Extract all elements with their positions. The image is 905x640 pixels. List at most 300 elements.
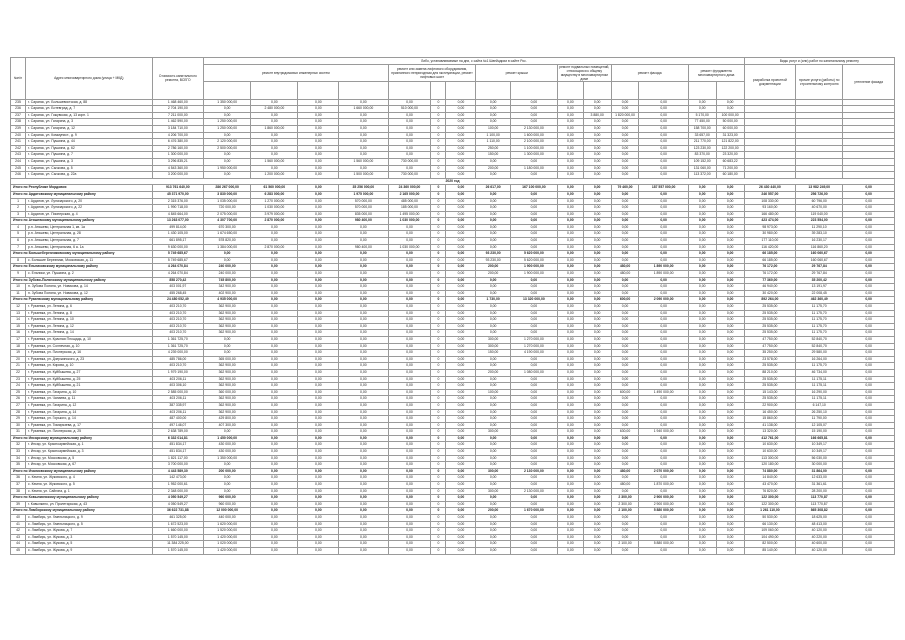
table-cell: 0,00 <box>583 356 611 363</box>
table-row <box>11 521 895 528</box>
table-cell: 0,00 <box>476 211 510 218</box>
table-cell: 0,00 <box>298 455 339 462</box>
table-cell: 0,00 <box>716 416 744 423</box>
table-cell: 0,00 <box>251 402 298 409</box>
table-cell: 0,00 <box>476 198 510 205</box>
table-cell: 0,00 <box>446 191 476 198</box>
table-cell: 0,00 <box>611 396 639 403</box>
table-cell: 0,00 <box>446 356 476 363</box>
table-cell: 40 600,00 <box>796 541 843 548</box>
table-cell: 0,00 <box>716 528 744 535</box>
table-cell: 0,00 <box>843 495 895 502</box>
table-cell: 0,00 <box>476 422 510 429</box>
table-cell: 2 100,00 <box>611 541 639 548</box>
table-cell: 0,00 <box>446 284 476 291</box>
table-cell: 578 820,00 <box>204 238 251 245</box>
table-cell: 0,00 <box>476 218 510 225</box>
table-cell: 0,00 <box>446 172 476 179</box>
table-cell: 0,00 <box>388 310 431 317</box>
table-cell: 0,00 <box>388 363 431 370</box>
table-cell: г. Рузаевка, ул. Пионерская, д. 16 <box>26 350 153 357</box>
table-row <box>11 139 895 146</box>
table-cell: с. Лямбирь, ул. Жукова, д. 9 <box>26 547 153 554</box>
table-cell: 0,00 <box>557 330 583 337</box>
table-cell: 0,00 <box>510 389 557 396</box>
table-cell: 0,00 <box>388 534 431 541</box>
table-cell: 31 864,00 <box>796 468 843 475</box>
table-cell: 0,00 <box>843 396 895 403</box>
table-cell: 0,00 <box>639 218 688 225</box>
table-cell: 0,00 <box>611 435 639 442</box>
table-cell: 0,00 <box>298 290 339 297</box>
table-cell: 0,00 <box>388 257 431 264</box>
table-cell: 0,00 <box>557 317 583 324</box>
table-cell: г. Рузаевка, ул. Куйбышева, д. 21 <box>26 383 153 390</box>
table-cell: 0,00 <box>251 482 298 489</box>
table-cell: 2 786 160,00 <box>152 145 203 152</box>
table-cell: 0,00 <box>639 231 688 238</box>
table-cell: 0,00 <box>298 238 339 245</box>
table-cell: 485 000,00 <box>388 198 431 205</box>
table-cell: 0,00 <box>843 376 895 383</box>
table-cell: 0,00 <box>446 224 476 231</box>
table-cell: 0 <box>431 396 446 403</box>
table-cell: 0,00 <box>843 257 895 264</box>
table-cell: 0,00 <box>388 383 431 390</box>
table-cell: 0,00 <box>611 330 639 337</box>
table-cell: 0,00 <box>688 284 716 291</box>
table-cell <box>843 99 895 106</box>
col-lift: ремонт или замена лифтового оборудования, признанного непригодным для эксплуатации, ремонт лифтовых шахт <box>388 64 476 81</box>
table-cell: 0,00 <box>446 317 476 324</box>
table-cell: 0,00 <box>688 462 716 469</box>
table-cell: 2 130 000,00 <box>510 125 557 132</box>
table-cell: 0,00 <box>843 343 895 350</box>
table-cell: 1 250 000,00 <box>204 125 251 132</box>
table-cell: 0,00 <box>204 251 251 258</box>
table-cell: 0,00 <box>388 468 431 475</box>
table-cell: 0,00 <box>476 356 510 363</box>
table-cell: 0,00 <box>388 508 431 515</box>
table-cell: 0,00 <box>639 521 688 528</box>
table-cell: 0,00 <box>388 304 431 311</box>
table-cell: 0,00 <box>843 251 895 258</box>
table-cell: 0,00 <box>843 271 895 278</box>
table-cell: 0 <box>431 205 446 212</box>
table-row <box>11 501 895 508</box>
table-cell: 200,00 <box>476 508 510 515</box>
table-cell: 0,00 <box>388 541 431 548</box>
col-address: Адрес многоквартирного дома (улица + МКД) <box>26 58 153 100</box>
table-cell: 0 <box>431 422 446 429</box>
table-cell: 0,00 <box>583 330 611 337</box>
table-cell: 0,00 <box>557 290 583 297</box>
table-cell: 0,00 <box>639 442 688 449</box>
table-cell: 0,00 <box>716 389 744 396</box>
table-cell: 0 <box>431 125 446 132</box>
table-cell: 0,00 <box>688 271 716 278</box>
table-cell: 25 <box>11 389 26 396</box>
table-cell: 0,00 <box>510 218 557 225</box>
col-facade: ремонт фасада <box>611 64 688 81</box>
table-cell: 5 749 685,67 <box>152 257 203 264</box>
table-cell: 0,00 <box>510 383 557 390</box>
table-cell: 0 <box>431 429 446 436</box>
table-cell: 0,00 <box>583 343 611 350</box>
table-cell: 244 <box>11 158 26 165</box>
table-cell: 2 870 000,00 <box>251 218 298 225</box>
table-cell: 0,00 <box>476 224 510 231</box>
table-cell: 0,00 <box>639 515 688 522</box>
table-cell: 0,00 <box>298 515 339 522</box>
table-cell: 0,00 <box>510 158 557 165</box>
col-other-group: Виды услуг и (или) работ по капитальному ремонту <box>744 58 894 65</box>
table-cell: 4 307 700,00 <box>204 218 251 225</box>
table-cell: Итого по Ельниковскому муниципальному району <box>11 264 153 271</box>
table-cell: 13 263 077,00 <box>152 218 203 225</box>
table-cell: 0,00 <box>639 488 688 495</box>
table-cell: 0,00 <box>583 501 611 508</box>
table-row <box>11 244 895 251</box>
table-cell: с. Лямбирь, ул. Жукова, д. 5 <box>26 541 153 548</box>
table-cell: 1 674 650,00 <box>204 231 251 238</box>
table-cell: 31 323,00 <box>716 132 744 139</box>
table-cell: 166 480,00 <box>744 211 795 218</box>
table-cell: 0 <box>431 455 446 462</box>
table-cell: 0,00 <box>557 172 583 179</box>
table-cell: 4 264 070,84 <box>152 264 203 271</box>
table-cell: 0,00 <box>688 198 716 205</box>
table-cell: 0,00 <box>583 468 611 475</box>
table-cell: 0,00 <box>388 495 431 502</box>
table-cell: 0,00 <box>611 244 639 251</box>
table-cell: 2 315 376,00 <box>152 198 203 205</box>
table-cell: 461 325,00 <box>152 515 203 522</box>
table-cell: 158 700,00 <box>688 125 716 132</box>
table-cell: 0,00 <box>510 363 557 370</box>
table-cell: 0,00 <box>388 356 431 363</box>
table-cell: 0 <box>431 317 446 324</box>
table-cell: 0,00 <box>843 211 895 218</box>
table-cell: 0,00 <box>339 343 388 350</box>
table-cell: г. Саранск, ул. Пушкина, д. 44 <box>26 139 153 146</box>
table-row <box>11 238 895 245</box>
table-cell: 0,00 <box>510 455 557 462</box>
table-cell: 0,00 <box>251 376 298 383</box>
table-cell: 33 657,00 <box>688 132 716 139</box>
table-cell: 0,00 <box>557 501 583 508</box>
table-cell: 1 200 000,00 <box>251 172 298 179</box>
table-cell: 0,00 <box>688 231 716 238</box>
table-cell: 11 290,10 <box>796 224 843 231</box>
table-cell: 0,00 <box>639 172 688 179</box>
table-cell: 1 261 110,00 <box>744 508 795 515</box>
table-cell: 0,00 <box>476 284 510 291</box>
table-cell: 0,00 <box>611 132 639 139</box>
table-cell: 0,00 <box>446 112 476 119</box>
table-cell: 403 210,70 <box>152 323 203 330</box>
subtotal-row <box>11 468 895 475</box>
table-cell: 0,00 <box>298 257 339 264</box>
table-cell: 0,00 <box>557 356 583 363</box>
table-cell: 0,00 <box>843 369 895 376</box>
table-cell: 0,00 <box>639 310 688 317</box>
table-cell: 0,00 <box>446 304 476 311</box>
table-cell: 0,00 <box>510 317 557 324</box>
table-cell: 2 075 000,00 <box>204 211 251 218</box>
table-cell: 8 <box>11 257 26 264</box>
table-cell: 0,00 <box>611 462 639 469</box>
table-cell: 0,00 <box>557 534 583 541</box>
table-cell: 0,00 <box>716 449 744 456</box>
table-cell: 7 211 000,00 <box>152 112 203 119</box>
table-cell: 31 361,61 <box>796 482 843 489</box>
table-cell: 0,00 <box>716 482 744 489</box>
subtotal-row <box>11 185 895 192</box>
table-cell: 0,00 <box>611 191 639 198</box>
table-row <box>11 284 895 291</box>
table-cell: 0,00 <box>251 336 298 343</box>
table-cell: 100,00 <box>476 125 510 132</box>
table-cell: 0,00 <box>611 363 639 370</box>
table-cell: 497 146,07 <box>152 422 203 429</box>
table-cell: 1 180 000,00 <box>510 165 557 172</box>
table-cell: 0,00 <box>639 112 688 119</box>
table-cell: 160 060,67 <box>796 251 843 258</box>
table-cell: 0,00 <box>716 429 744 436</box>
table-cell: 0,00 <box>688 442 716 449</box>
table-cell: 0,00 <box>339 508 388 515</box>
table-cell: 0,00 <box>716 251 744 258</box>
table-cell: 0,00 <box>251 224 298 231</box>
table-cell: 0,00 <box>583 317 611 324</box>
table-cell: 0,00 <box>298 323 339 330</box>
table-cell: с. Лямбирь, ул. Жукова, д. 3 <box>26 534 153 541</box>
table-cell: 0,00 <box>688 389 716 396</box>
table-cell: 0,00 <box>339 152 388 159</box>
table-cell: 423 474,00 <box>744 218 795 225</box>
table-row <box>11 231 895 238</box>
table-cell: 0,00 <box>388 277 431 284</box>
table-cell: 0,00 <box>557 343 583 350</box>
table-cell: 71 200,00 <box>716 165 744 172</box>
table-row <box>11 488 895 495</box>
table-cell: 300,00 <box>476 488 510 495</box>
table-cell: 0,00 <box>251 310 298 317</box>
table-cell: 0,00 <box>251 462 298 469</box>
table-cell: 1 080 000,00 <box>510 369 557 376</box>
table-cell: 0,00 <box>298 409 339 416</box>
table-cell: 25 535,00 <box>744 396 795 403</box>
table-cell: 0,00 <box>298 402 339 409</box>
table-cell: 0,00 <box>388 119 431 126</box>
table-cell: 0 <box>431 304 446 311</box>
table-cell: 40 220,00 <box>796 534 843 541</box>
table-cell: 0,00 <box>251 139 298 146</box>
table-cell: 0,00 <box>688 435 716 442</box>
table-cell: 0,00 <box>204 152 251 159</box>
table-cell: 0,00 <box>583 528 611 535</box>
table-cell: 1 100 000,00 <box>510 145 557 152</box>
table-cell: 0,00 <box>611 106 639 113</box>
col-facade-insulation: утепление фасада <box>843 64 895 99</box>
table-cell: 11 175,70 <box>796 363 843 370</box>
table-cell: 0,00 <box>476 99 510 106</box>
table-cell: 160 060,67 <box>796 257 843 264</box>
table-cell: 403 210,70 <box>152 304 203 311</box>
table-cell: 0,00 <box>388 290 431 297</box>
table-cell: 0 <box>431 488 446 495</box>
table-cell: 0,00 <box>583 191 611 198</box>
table-cell: 0,00 <box>446 330 476 337</box>
table-cell: 0,00 <box>446 495 476 502</box>
table-cell: 0,00 <box>339 330 388 337</box>
table-cell: 1 462 590,00 <box>152 119 203 126</box>
table-cell <box>796 145 843 152</box>
table-cell: 1 <box>11 198 26 205</box>
table-cell: 0,00 <box>251 534 298 541</box>
table-cell: 0,00 <box>476 515 510 522</box>
table-cell: 0,00 <box>843 521 895 528</box>
table-cell: 0,00 <box>388 442 431 449</box>
table-cell: 0,00 <box>557 449 583 456</box>
table-cell: 510 000,00 <box>388 106 431 113</box>
table-cell: 4 264 070,84 <box>152 271 203 278</box>
table-cell: 0,00 <box>339 475 388 482</box>
table-cell: 0,00 <box>339 139 388 146</box>
table-cell: 0,00 <box>510 515 557 522</box>
table-cell: 0,00 <box>583 231 611 238</box>
table-cell: 0,00 <box>557 211 583 218</box>
table-cell: г. Рузаевка, ул. Пионерская, д. 25 <box>26 429 153 436</box>
table-cell: 0,00 <box>251 528 298 535</box>
table-row <box>11 158 895 165</box>
table-cell: 0,00 <box>388 462 431 469</box>
table-cell: 100,00 <box>476 389 510 396</box>
table-cell: 31 <box>11 429 26 436</box>
table-cell: 113 770,87 <box>796 501 843 508</box>
table-cell: 0,00 <box>716 185 744 192</box>
table-cell: 0,00 <box>583 336 611 343</box>
table-cell: 48 413,00 <box>796 521 843 528</box>
table-cell: п. Зубова Поляна, ул. Новикова, д. 12 <box>26 290 153 297</box>
table-cell: 13 320,00 <box>744 429 795 436</box>
table-row <box>11 369 895 376</box>
table-cell: 0,00 <box>688 297 716 304</box>
table-cell: 0,00 <box>446 422 476 429</box>
table-cell: 362 900,00 <box>204 330 251 337</box>
table-cell: 0,00 <box>339 422 388 429</box>
table-cell: 0,00 <box>716 198 744 205</box>
table-cell: 0,00 <box>688 264 716 271</box>
table-cell: 0,00 <box>843 488 895 495</box>
table-cell: 200,00 <box>476 165 510 172</box>
table-cell: 4 845 664,00 <box>152 211 203 218</box>
table-cell: 0,00 <box>251 264 298 271</box>
table-cell: 0,00 <box>446 125 476 132</box>
table-cell: 2 348 000,00 <box>152 488 203 495</box>
table-cell: 0,00 <box>339 132 388 139</box>
table-cell: 0,00 <box>557 198 583 205</box>
table-row <box>11 317 895 324</box>
table-cell: 0,00 <box>639 106 688 113</box>
table-cell: 0,00 <box>843 284 895 291</box>
table-cell: 239 <box>11 125 26 132</box>
table-cell: 0,00 <box>611 125 639 132</box>
col-num: №п/п <box>11 58 26 100</box>
table-cell: 0,00 <box>339 429 388 436</box>
table-cell: 0,00 <box>298 541 339 548</box>
table-cell: 24 <box>11 383 26 390</box>
table-cell: 0,00 <box>611 158 639 165</box>
table-cell: 0,00 <box>716 317 744 324</box>
table-cell: г. Саранск, ул. Гагарина, д. 12 <box>26 125 153 132</box>
table-cell: 0,00 <box>688 251 716 258</box>
table-cell: 0,00 <box>639 369 688 376</box>
table-cell: 0,00 <box>716 462 744 469</box>
table-cell: 0,00 <box>298 468 339 475</box>
table-cell: 4 <box>11 224 26 231</box>
table-cell: 0,00 <box>843 541 895 548</box>
table-cell: 0 <box>431 112 446 119</box>
table-row <box>11 343 895 350</box>
table-cell: 0,00 <box>298 158 339 165</box>
table-cell: 0,00 <box>843 317 895 324</box>
table-cell: 0,00 <box>446 488 476 495</box>
table-cell: 2 900 000,00 <box>639 501 688 508</box>
table-cell: 0 <box>431 389 446 396</box>
table-cell: 0,00 <box>339 224 388 231</box>
table-cell: 0,00 <box>639 455 688 462</box>
table-cell: 0,00 <box>611 251 639 258</box>
table-cell: г. Рузаевка, ул. Куйбышева, д. 27 <box>26 369 153 376</box>
table-cell: 0,00 <box>510 238 557 245</box>
table-cell: 0,00 <box>583 257 611 264</box>
table-cell: 0,00 <box>339 119 388 126</box>
table-cell: 122 200,00 <box>716 145 744 152</box>
table-cell <box>796 119 843 126</box>
table-cell: 14 <box>11 317 26 324</box>
table-cell: 0,00 <box>339 528 388 535</box>
table-cell: 77 360,00 <box>744 277 795 284</box>
table-cell: 0,00 <box>476 521 510 528</box>
table-cell: 0,00 <box>583 534 611 541</box>
table-cell: 0,00 <box>388 449 431 456</box>
table-cell: 0,00 <box>557 231 583 238</box>
table-cell: 15 <box>11 323 26 330</box>
table-cell: 0,00 <box>583 238 611 245</box>
table-row <box>11 363 895 370</box>
table-cell: 0,00 <box>298 244 339 251</box>
table-cell: 0,00 <box>716 218 744 225</box>
table-cell: 1 300 000,00 <box>510 152 557 159</box>
table-cell: 0,00 <box>298 363 339 370</box>
table-cell: 0,00 <box>583 435 611 442</box>
table-cell: 0 <box>431 211 446 218</box>
table-cell: 0,00 <box>298 343 339 350</box>
table-cell: 0,00 <box>716 501 744 508</box>
table-cell: 0,00 <box>611 383 639 390</box>
table-cell: 0,00 <box>510 402 557 409</box>
table-cell: 0,00 <box>510 528 557 535</box>
table-cell: 60 683,22 <box>716 158 744 165</box>
table-cell: 0 <box>431 152 446 159</box>
table-cell: 27 <box>11 402 26 409</box>
table-cell: 0,00 <box>843 304 895 311</box>
table-cell: 0,00 <box>583 515 611 522</box>
table-cell: 0,00 <box>204 257 251 264</box>
table-cell: 0,00 <box>298 310 339 317</box>
